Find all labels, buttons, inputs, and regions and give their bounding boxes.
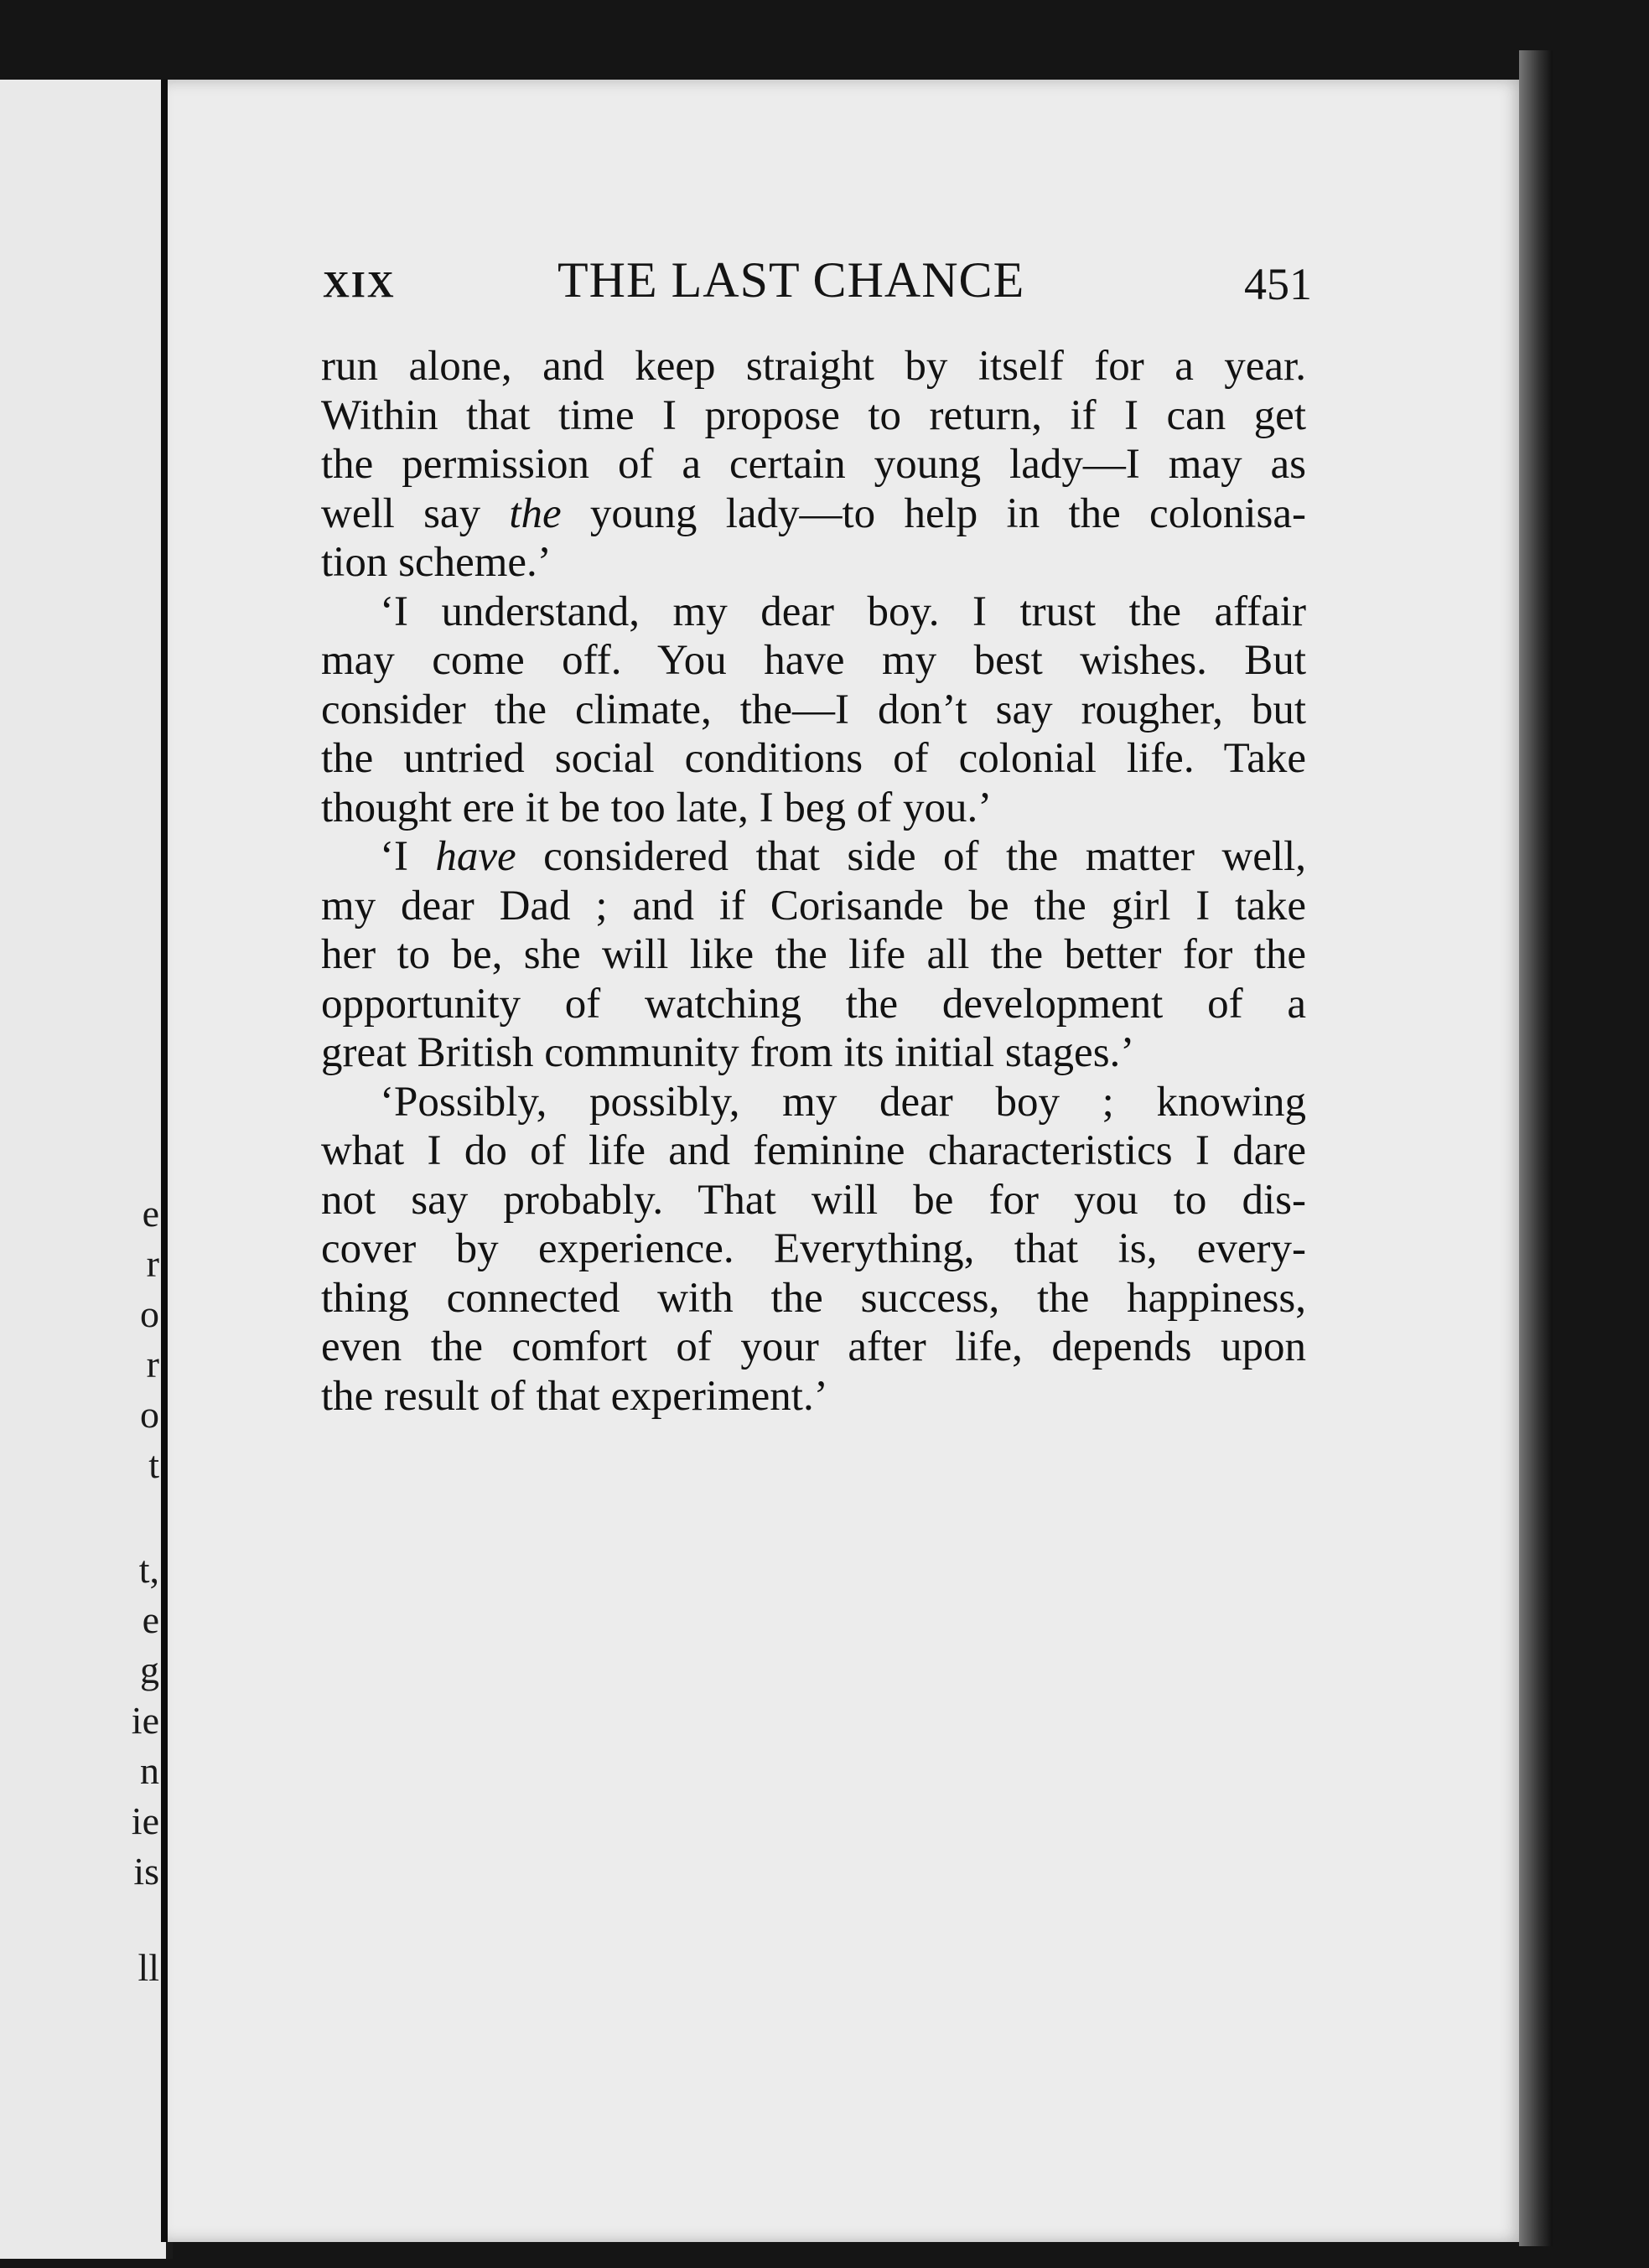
paragraph [321,342,1306,588]
text-line: ‘I have considered that side of the matter well, [380,833,1306,880]
left-page-letter: n [140,1749,159,1792]
left-page-letter: g [140,1649,159,1691]
emphasis: have [435,833,516,880]
text-line: tion scheme.’ [321,539,552,586]
body-text [321,342,1306,1421]
left-page-letter: ie [131,1699,159,1742]
text-line: even the comfort of your after life, depends upon [321,1323,1306,1370]
chapter-title: THE LAST CHANCE [557,252,1025,308]
left-page-letter: r [146,1343,159,1385]
left-page-letter: ie [131,1799,159,1842]
left-page-letter: ll [137,1946,159,1989]
text-line: what I do of life and feminine characteristics I dare [321,1127,1306,1174]
text-line: thing connected with the success, the happiness, [321,1274,1306,1322]
text-line: thought ere it be too late, I beg of you.’ [321,784,993,831]
text-line: ‘Possibly, possibly, my dear boy ; knowing [380,1078,1306,1126]
left-page-letter: t [148,1443,159,1486]
text-line: the result of that experiment.’ [321,1372,828,1420]
chapter-number: XIX [323,264,396,305]
left-page-letter: o [140,1393,159,1436]
text-line: cover by experience. Everything, that is, every- [321,1225,1306,1272]
text-line: ‘I understand, my dear boy. I trust the affair [380,588,1306,635]
text-line: run alone, and keep straight by itself for a year. [321,343,1306,390]
text-line: my dear Dad ; and if Corisande be the girl I take [321,882,1306,929]
text-line: may come off. You have my best wishes. But [321,637,1306,684]
text-line: the untried social conditions of colonial life. Take [321,735,1306,782]
text-line: well say the young lady—to help in the colonisa- [321,489,1306,537]
page-edge-shadow [1519,50,1553,2246]
paragraph [321,588,1306,833]
text-line: the permission of a certain young lady—I may as [321,441,1306,488]
paragraph [321,1078,1306,1421]
emphasis: the [509,489,562,537]
text-line: her to be, she will like the life all the better for the [321,931,1306,978]
left-page-edge [0,80,173,2259]
text-line: great British community from its initial stages.’ [321,1029,1135,1076]
text-line: opportunity of watching the development of a [321,980,1306,1028]
page-number: 451 [1244,259,1312,309]
left-page-letter: r [146,1242,159,1285]
left-page-letter: e [142,1192,159,1235]
left-page-letter: t, [138,1548,159,1591]
paragraph [321,832,1306,1078]
text-line: consider the climate, the—I don’t say rougher, but [321,686,1306,733]
left-page-letter: o [140,1292,159,1335]
left-page-letter: is [133,1850,159,1893]
text-line: Within that time I propose to return, if I can get [321,391,1306,439]
text-line: not say probably. That will be for you to dis- [321,1176,1306,1224]
running-head [323,251,1312,310]
left-page-letter: e [142,1598,159,1641]
